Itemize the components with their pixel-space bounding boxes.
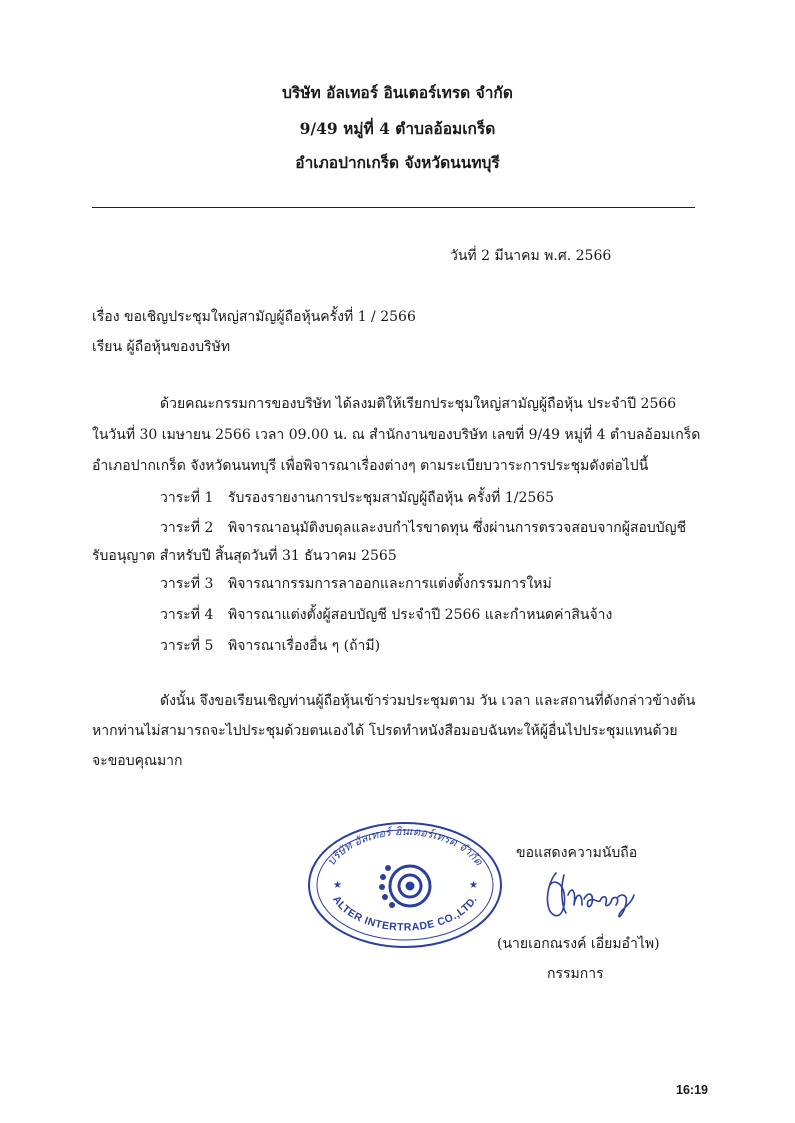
agenda-number: วาระที่ 2	[160, 520, 214, 536]
svg-text:★: ★	[333, 880, 342, 891]
company-address-line1: 9/49 หมู่ที่ 4 ตำบลอ้อมเกร็ด	[299, 119, 496, 138]
letter-date: วันที่ 2 มีนาคม พ.ศ. 2566	[450, 248, 612, 264]
agenda-text: พิจารณาเรื่องอื่น ๆ (ถ้ามี)	[228, 638, 381, 654]
agenda-number: วาระที่ 5	[160, 638, 214, 654]
agenda-text: พิจารณาแต่งตั้งผู้สอบบัญชี ประจำปี 2566 และกำหนดค่าสินจ้าง	[228, 607, 613, 623]
svg-text:บริษัท อัลเทอร์ อินเตอร์เทรด จ: บริษัท อัลเทอร์ อินเตอร์เทรด จำกัด	[324, 824, 486, 868]
print-time: 16:19	[676, 1083, 708, 1097]
stamp-seal-icon	[305, 820, 505, 950]
agenda-text: พิจารณาอนุมัติงบดุลและงบกำไรขาดทุน ซึ่งผ่านการตรวจสอบจากผู้สอบบัญชี	[228, 520, 687, 536]
company-stamp	[305, 820, 505, 950]
header-divider	[92, 207, 695, 208]
closing-line-1: ดังนั้น จึงขอเรียนเชิญท่านผู้ถือหุ้นเข้าร่วมประชุมตาม วัน เวลา และสถานที่ดังกล่าวข้างต้น	[160, 693, 696, 709]
agenda-number: วาระที่ 3	[160, 576, 214, 592]
closing-line-2: หากท่านไม่สามารถจะไปประชุมด้วยตนเองได้ โปรดทำหนังสือมอบฉันทะให้ผู้อื่นไปประชุมแทนด้วย	[92, 723, 678, 739]
agenda-text: พิจารณากรรมการลาออกและการแต่งตั้งกรรมการใหม่	[228, 576, 552, 592]
agenda-text-continued: รับอนุญาต สำหรับปี สิ้นสุดวันที่ 31 ธันวาคม 2565	[92, 548, 397, 564]
svg-text:ALTER INTERTRADE CO.,LTD.: ALTER INTERTRADE CO.,LTD.	[330, 893, 480, 934]
agenda-number: วาระที่ 1	[160, 490, 214, 506]
handwritten-signature	[536, 855, 641, 930]
signatory-position: กรรมการ	[547, 966, 604, 982]
signature-icon	[536, 855, 641, 930]
company-address-line2: อำเภอปากเกร็ด จังหวัดนนทบุรี	[295, 153, 500, 172]
body-line-1: ด้วยคณะกรรมการของบริษัท ได้ลงมติให้เรียกประชุมใหญ่สามัญผู้ถือหุ้น ประจำปี 2566	[160, 396, 677, 412]
body-line-3: อำเภอปากเกร็ด จังหวัดนนทบุรี เพื่อพิจารณาเรื่องต่างๆ ตามระเบียบวาระการประชุมดังต่อไปนี้	[92, 458, 649, 474]
svg-text:★: ★	[469, 880, 478, 891]
letter-recipient: เรียน ผู้ถือหุ้นของบริษัท	[92, 339, 231, 355]
signatory-name: (นายเอกณรงค์ เอี่ยมอำไพ)	[497, 936, 660, 952]
body-line-2: ในวันที่ 30 เมษายน 2566 เวลา 09.00 น. ณ สำนักงานของบริษัท เลขที่ 9/49 หมู่ที่ 4 ตำบลอ้อมเกร็ด	[92, 427, 701, 443]
letter-subject: เรื่อง ขอเชิญประชุมใหญ่สามัญผู้ถือหุ้นครั้งที่ 1 / 2566	[92, 309, 416, 325]
agenda-number: วาระที่ 4	[160, 607, 214, 623]
company-name: บริษัท อัลเทอร์ อินเตอร์เทรด จำกัด	[282, 83, 513, 102]
closing-line-3: จะขอบคุณมาก	[92, 753, 183, 769]
agenda-text: รับรองรายงานการประชุมสามัญผู้ถือหุ้น ครั้งที่ 1/2565	[228, 490, 555, 506]
closing-regards: ขอแสดงความนับถือ	[516, 845, 638, 861]
